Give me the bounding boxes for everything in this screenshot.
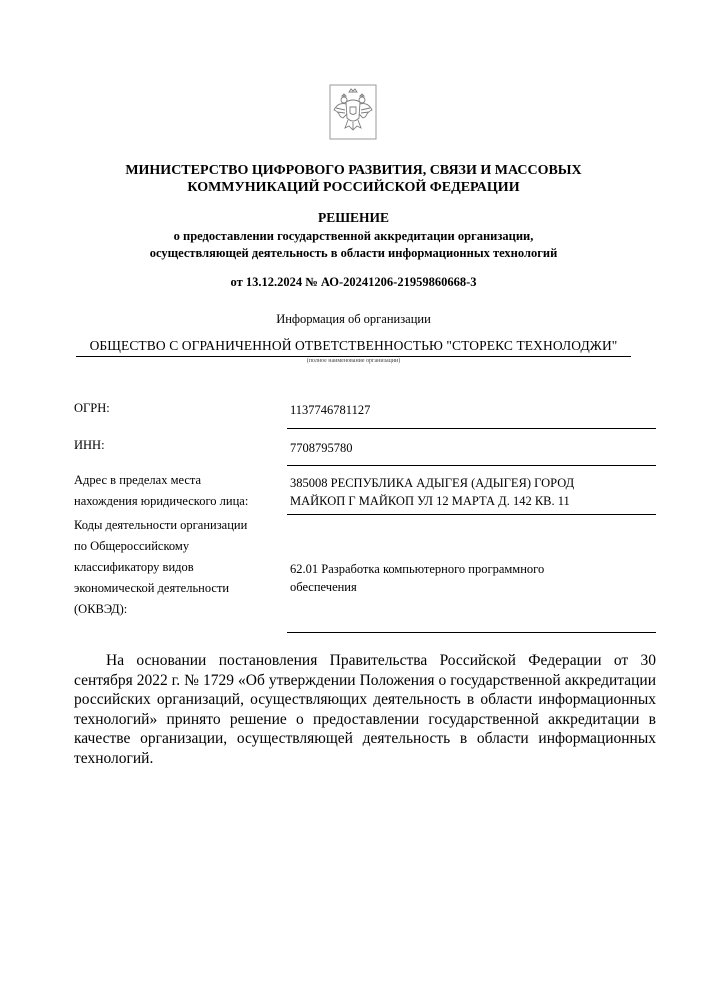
okved-value-line2: обеспечения (290, 580, 357, 594)
ogrn-value: 1137746781127 (290, 403, 371, 417)
okved-value (290, 560, 544, 596)
okved-rule (287, 632, 656, 633)
document-subtitle-line1: о предоставлении государственной аккредитации организации, (173, 229, 534, 243)
address-value-line1: 385008 РЕСПУБЛИКА АДЫГЕЯ (АДЫГЕЯ) ГОРОД (290, 476, 575, 490)
inn-rule (287, 465, 656, 466)
ministry-name-line2: КОММУНИКАЦИЙ РОССИЙСКОЙ ФЕДЕРАЦИИ (187, 180, 520, 195)
address-rule (287, 514, 656, 515)
okved-label-line5: (ОКВЭД): (74, 602, 128, 616)
okved-label-line2: по Общероссийскому (74, 539, 190, 553)
document-subtitle-line2: осуществляющей деятельность в области информационных технологий (149, 246, 558, 260)
address-value-line2: МАЙКОП Г МАЙКОП УЛ 12 МАРТА Д. 142 КВ. 11 (290, 494, 570, 508)
inn-label: ИНН: (74, 438, 105, 452)
organization-info-heading: Информация об организации (276, 312, 431, 326)
document-title: РЕШЕНИЕ (317, 210, 390, 225)
address-label-line2: нахождения юридического лица: (74, 494, 249, 508)
organization-full-name: ОБЩЕСТВО С ОГРАНИЧЕННОЙ ОТВЕТСТВЕННОСТЬЮ "СТОРЕКС ТЕХНОЛОДЖИ" (89, 338, 618, 353)
ministry-name (0, 162, 707, 196)
organization-name-underline (76, 356, 631, 357)
okved-label-line3: классификатору видов (74, 560, 194, 574)
address-label (74, 470, 248, 512)
document-subtitle (0, 228, 707, 262)
ministry-name-line1: МИНИСТЕРСТВО ЦИФРОВОГО РАЗВИТИЯ, СВЯЗИ И МАССОВЫХ (125, 163, 582, 178)
address-label-line1: Адрес в пределах места (74, 473, 202, 487)
organization-name-caption: (полное наименование организации) (306, 358, 401, 364)
ogrn-rule (287, 428, 656, 429)
decision-paragraph: На основании постановления Правительства Российской Федерации от 30 сентября 2022 г. № 1729 «Об утверждении Положения о государственной аккредитации российских организаций, осуществляющих деятельность в области информационных технологий» принято решение о предоставлении государственной аккредитации в качестве организации, осуществляющей деятельность в области информационных технологий. (74, 652, 656, 767)
address-value (290, 474, 574, 510)
inn-value: 7708795780 (290, 441, 353, 455)
ogrn-label: ОГРН: (74, 401, 110, 415)
okved-label-line1: Коды деятельности организации (74, 518, 248, 532)
coat-of-arms-icon (329, 84, 377, 140)
okved-label-line4: экономической деятельности (74, 581, 230, 595)
okved-label (74, 515, 247, 620)
document-date-number: от 13.12.2024 № АО-20241206-21959860668-3 (230, 275, 477, 289)
okved-value-line1: 62.01 Разработка компьютерного программного (290, 562, 545, 576)
